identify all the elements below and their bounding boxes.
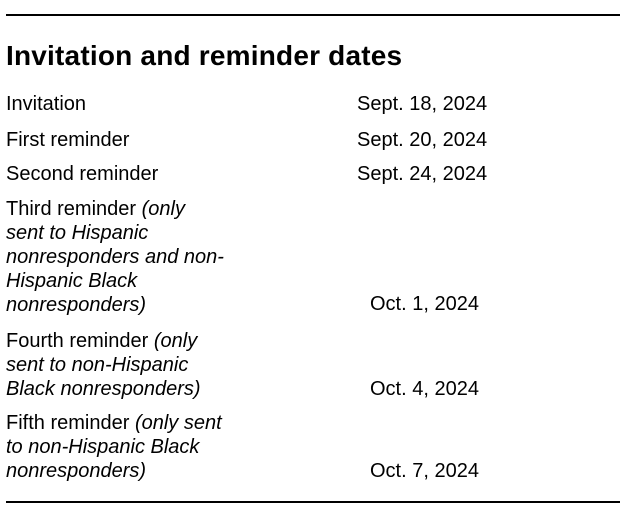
row-date: Oct. 1, 2024	[370, 293, 479, 315]
table-title: Invitation and reminder dates	[6, 40, 403, 71]
row-date: Sept. 20, 2024	[357, 129, 488, 151]
row-label-text: Fourth reminder	[6, 330, 149, 352]
row-label	[6, 162, 236, 186]
row-label-note: (only sent to non-Hispanic Black nonresponders)	[6, 412, 222, 482]
row-label	[6, 329, 238, 401]
row-label-note: (only sent to Hispanic nonresponders and non-Hispanic Black nonresponders)	[6, 198, 224, 316]
top-rule	[6, 14, 620, 16]
row-label-text: Fifth reminder	[6, 412, 130, 434]
row-label-text: Invitation	[6, 93, 87, 115]
row-label-text: Second reminder	[6, 163, 159, 185]
row-date: Sept. 24, 2024	[357, 163, 488, 185]
row-label-note: (only sent to non-Hispanic Black nonresponders)	[6, 330, 201, 400]
row-label	[6, 411, 238, 483]
row-label	[6, 92, 236, 116]
row-label	[6, 197, 228, 317]
row-label-text: First reminder	[6, 129, 130, 151]
bottom-rule	[6, 501, 620, 503]
row-date: Oct. 4, 2024	[370, 378, 479, 400]
row-date: Sept. 18, 2024	[357, 93, 488, 115]
row-label-text: Third reminder	[6, 198, 137, 220]
row-date: Oct. 7, 2024	[370, 460, 479, 482]
row-label	[6, 128, 236, 152]
